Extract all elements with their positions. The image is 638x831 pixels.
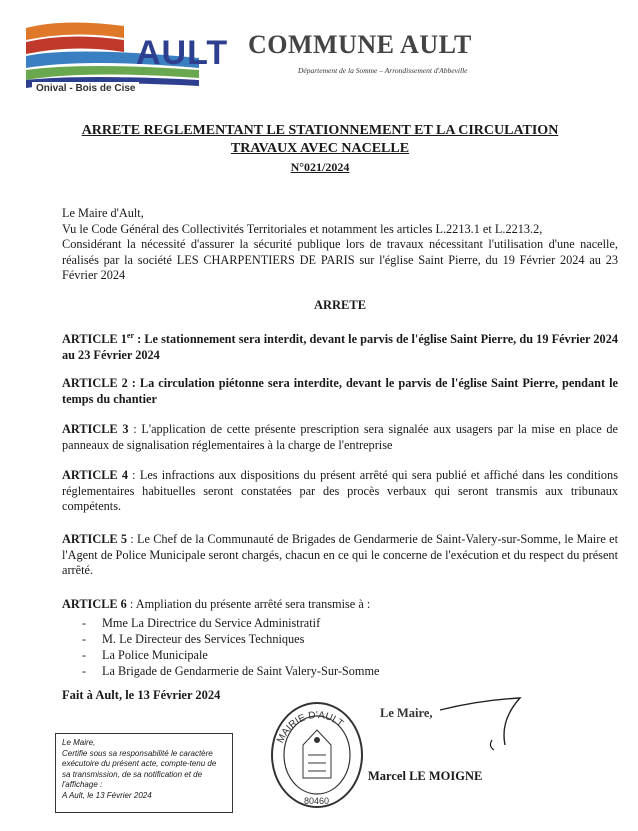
preamble-line: Vu le Code Général des Collectivités Territoriales et notamment les articles L.2213.1 et L.2213.2, — [62, 221, 543, 236]
article-label: ARTICLE 3 — [62, 422, 129, 436]
commune-logo — [24, 18, 229, 108]
svg-text:80460: 80460 — [304, 796, 330, 806]
mayor-name: Marcel LE MOIGNE — [368, 769, 483, 783]
list-item: - La Police Municipale — [62, 647, 618, 663]
svg-text:MAIRIE D'AULT: MAIRIE D'AULT — [275, 709, 346, 745]
article-label: ARTICLE 5 — [62, 532, 128, 546]
logo-text: AULT — [136, 34, 229, 72]
title-line-1: ARRETE REGLEMENTANT LE STATIONNEMENT ET LA CIRCULATION — [81, 123, 559, 138]
stamp-seal-icon — [268, 700, 366, 810]
list-item: - Mme La Directrice du Service Administratif — [62, 615, 618, 631]
signature-scribble-icon — [430, 690, 530, 760]
department-line: Département de la Somme – Arrondissement d'Abbeville — [298, 66, 468, 75]
fait-a-line: Fait à Ault, le 13 Février 2024 — [62, 688, 221, 702]
preamble — [62, 206, 618, 284]
article-text: : La circulation piétonne sera interdite, devant le parvis de l'église Saint Pierre, pendant le temps du chantier — [62, 376, 619, 406]
article-sup: er — [126, 331, 134, 340]
commune-heading: COMMUNE AULT — [248, 30, 472, 59]
article-label: ARTICLE 6 — [62, 597, 127, 611]
article-1 — [62, 328, 618, 363]
article-2 — [62, 376, 618, 407]
list-item: - La Brigade de Gendarmerie de Saint Valery-Sur-Somme — [62, 663, 618, 679]
preamble-line: Considérant la nécessité d'assurer la sécurité publique lors de travaux nécessitant l'utilisation d'une nacelle, réalisés par la société LES CHARPENTIERS DE PARIS sur l'église Saint Pierre, du 19 Février 2024 au 23 Février 2024 — [62, 237, 618, 282]
article-label: ARTICLE 2 — [62, 376, 128, 390]
logo-subtitle: Onival - Bois de Cise — [32, 82, 139, 95]
preamble-line: Le Maire d'Ault, — [62, 206, 144, 220]
list-item: - M. Le Directeur des Services Techniques — [62, 631, 618, 647]
article-text: : Le stationnement sera interdit, devant le parvis de l'église Saint Pierre, du 19 Février 2024 au 23 Février 2024 — [62, 332, 618, 362]
certif-line: A Ault, le 13 Février 2024 — [62, 790, 152, 800]
article-text: : Les infractions aux dispositions du présent arrêté qui sera publié et affiché dans les conditions réglementaires habituelles seront constatées par des procès verbaux qui seront transmis aux tribunaux compétents. — [62, 468, 618, 513]
certif-line: Certifie sous sa responsabilité le caractère exécutoire du présent acte, compte-tenu de sa transmission, de sa notification et de l'affichage : — [62, 748, 217, 789]
article-label: ARTICLE 4 — [62, 468, 128, 482]
article-4 — [62, 468, 618, 515]
certification-box — [55, 733, 233, 813]
article-3 — [62, 422, 618, 453]
article-label: ARTICLE 1 — [62, 332, 127, 347]
article-text: : Ampliation du présente arrêté sera transmise à : — [126, 597, 371, 611]
certif-line: Le Maire, — [62, 738, 96, 747]
article-6 — [62, 597, 618, 679]
recipient-list — [62, 615, 618, 679]
mairie-stamp — [268, 700, 366, 810]
arrete-heading: ARRETE — [313, 298, 367, 312]
arrete-number: N°021/2024 — [290, 160, 350, 174]
article-5 — [62, 532, 618, 579]
title-line-2: TRAVAUX AVEC NACELLE — [230, 141, 410, 156]
signature-title: Le Maire, — [380, 706, 433, 720]
article-text: : L'application de cette présente prescription sera signalée aux usagers par la mise en place de panneaux de signalisation réglementaires à la charge de l'entreprise — [62, 422, 619, 452]
article-text: : Le Chef de la Communauté de Brigades de Gendarmerie de Saint-Valery-sur-Somme, le Maire et l'Agent de Police Municipale seront chargés, chacun en ce qui le concerne de l'exécution et du respect du présent arrêté. — [62, 532, 618, 577]
